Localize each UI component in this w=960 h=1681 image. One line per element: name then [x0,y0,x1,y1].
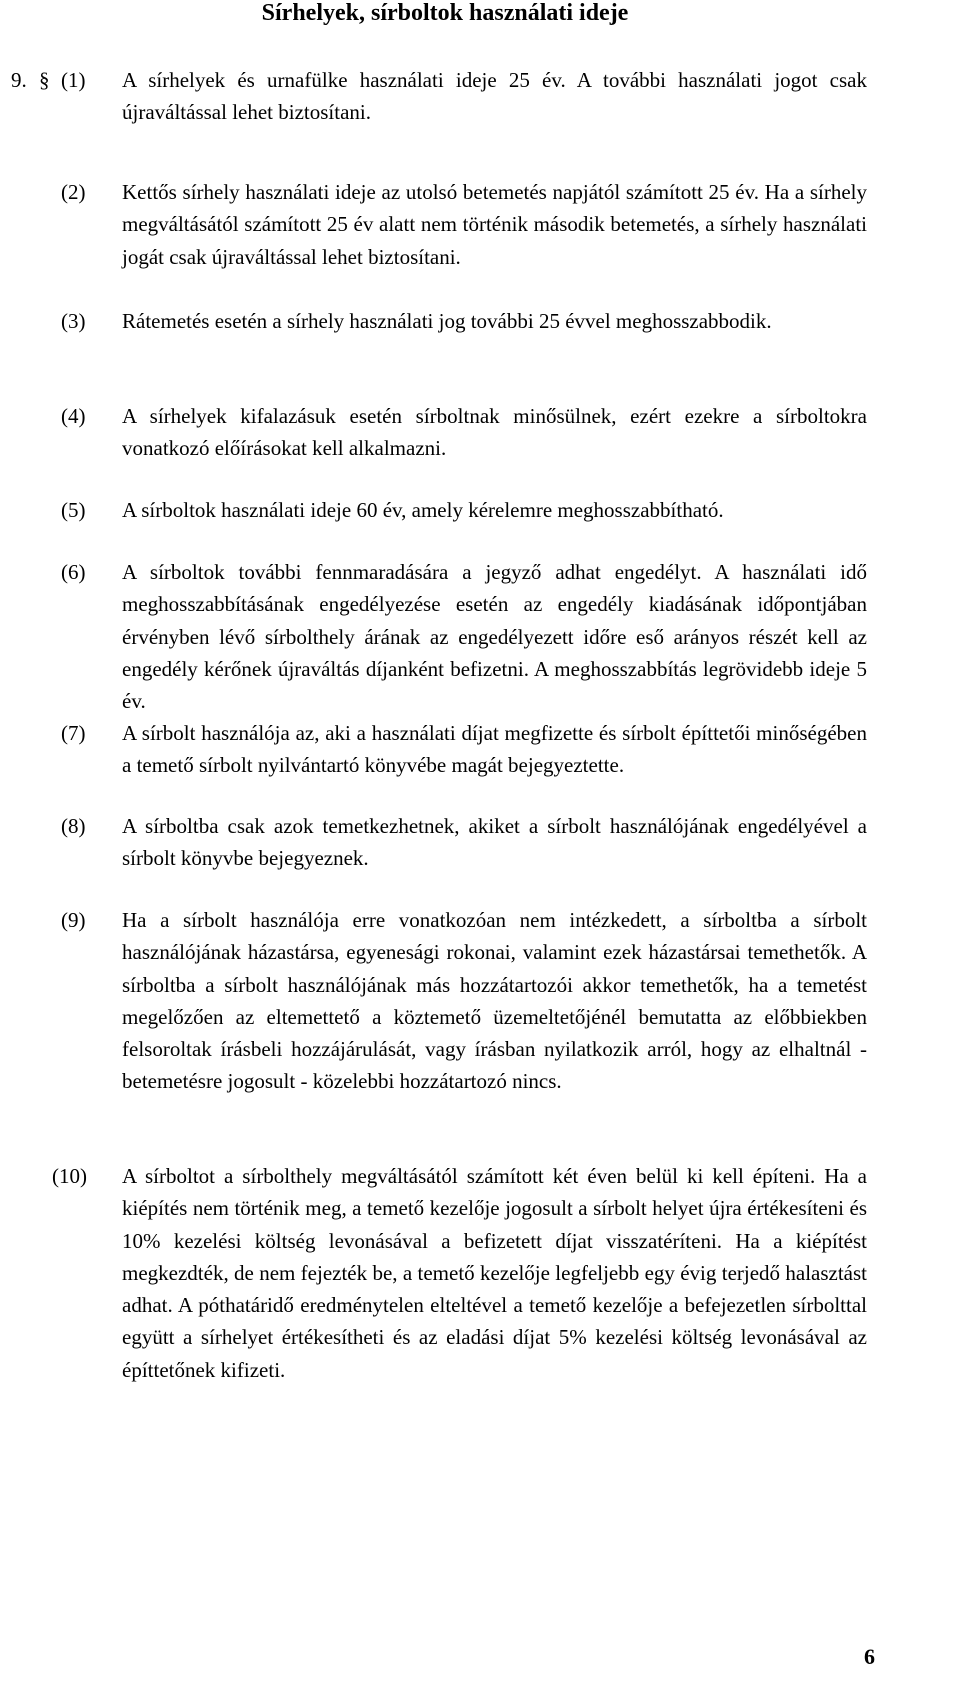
paragraph-text: A sírboltba csak azok temetkezhetnek, akiket a sírbolt használójának engedélyével a sírbolt könyvbe bejegyeznek. [122,814,867,871]
paragraph-text: Rátemetés esetén a sírhely használati jog további 25 évvel meghosszabbodik. [122,309,772,333]
paragraph-number: (3) [61,309,86,333]
paragraph-text: A sírhelyek kifalazásuk esetén sírboltnak minősülnek, ezért ezekre a sírboltokra vonatkozó előírásokat kell alkalmazni. [122,404,867,461]
section-number: 9. [11,68,27,92]
paragraph-text: Kettős sírhely használati ideje az utolsó betemetés napjától számított 25 év. Ha a sírhely megváltásától számított 25 év alatt nem történik második betemetés, a sírhely használati jogát csak újraváltással lehet biztosítani. [122,180,867,269]
paragraph-number: (9) [61,908,86,932]
paragraph-number: (10) [52,1164,87,1188]
paragraph-number: (6) [61,560,86,584]
paragraph-number: (1) [61,68,86,92]
paragraph-number: (4) [61,404,86,428]
paragraph-text: A sírbolt használója az, aki a használati díjat megfizette és sírbolt építtetői minőségében a temető sírbolt nyilvántartó könyvébe magát bejegyeztette. [122,721,867,778]
paragraph-number: (2) [61,180,86,204]
paragraph-text: A sírboltok használati ideje 60 év, amely kérelemre meghosszabbítható. [122,498,724,522]
paragraph-text: A sírboltot a sírbolthely megváltásától számított két éven belül ki kell építeni. Ha a kiépítés nem történik meg, a temető kezelője jogosult a sírbolt helyet újra értékesíteni és 10% kezelési költség levonásával a befizetett díjat visszatéríteni. Ha a kiépítést megkezdték, de nem fejezték be, a temető kezelője legfeljebb egy évig terjedő halasztást adhat. A póthatáridő eredménytelen elteltével a temető kezelője a befejezetlen sírbolttal együtt a sírhelyet értékesítheti és az eladási díjat 5% kezelési költség levonásával az építtetőnek kifizeti. [122,1164,867,1382]
page-title: Sírhelyek, sírboltok használati ideje [261,0,629,26]
paragraph-text: Ha a sírbolt használója erre vonatkozóan nem intézkedett, a sírboltba a sírbolt használójának házastársa, egyenesági rokonai, valamint ezek házastársai temethetők. A sírboltba a sírbolt használójának más hozzátartozói akkor temethetők, ha a temetést megelőzően az eltemettető a köztemető üzemeltetőjénél bemutatta az előbbiekben felsoroltak írásbeli hozzájárulását, vagy írásban nyilatkozik arról, hogy az elhaltnál - betemetésre jogosult - közelebbi hozzátartozó nincs. [122,908,867,1094]
paragraph-text: A sírboltok további fennmaradására a jegyző adhat engedélyt. A használati idő meghosszabbításának engedélyezése esetén az engedély kiadásának időpontjában érvényben lévő sírbolthely árának az engedélyezett időre eső arányos részét kell az engedély kérőnek újraváltás díjanként befizetni. A meghosszabbítás legrövidebb ideje 5 év. [122,560,867,714]
paragraph-number: (8) [61,814,86,838]
paragraph-number: (5) [61,498,86,522]
section-symbol: § [39,68,50,92]
paragraph-text: A sírhelyek és urnafülke használati ideje 25 év. A további használati jogot csak újraváltással lehet biztosítani. [122,68,867,125]
paragraph-number: (7) [61,721,86,745]
page-number: 6 [864,1644,875,1669]
